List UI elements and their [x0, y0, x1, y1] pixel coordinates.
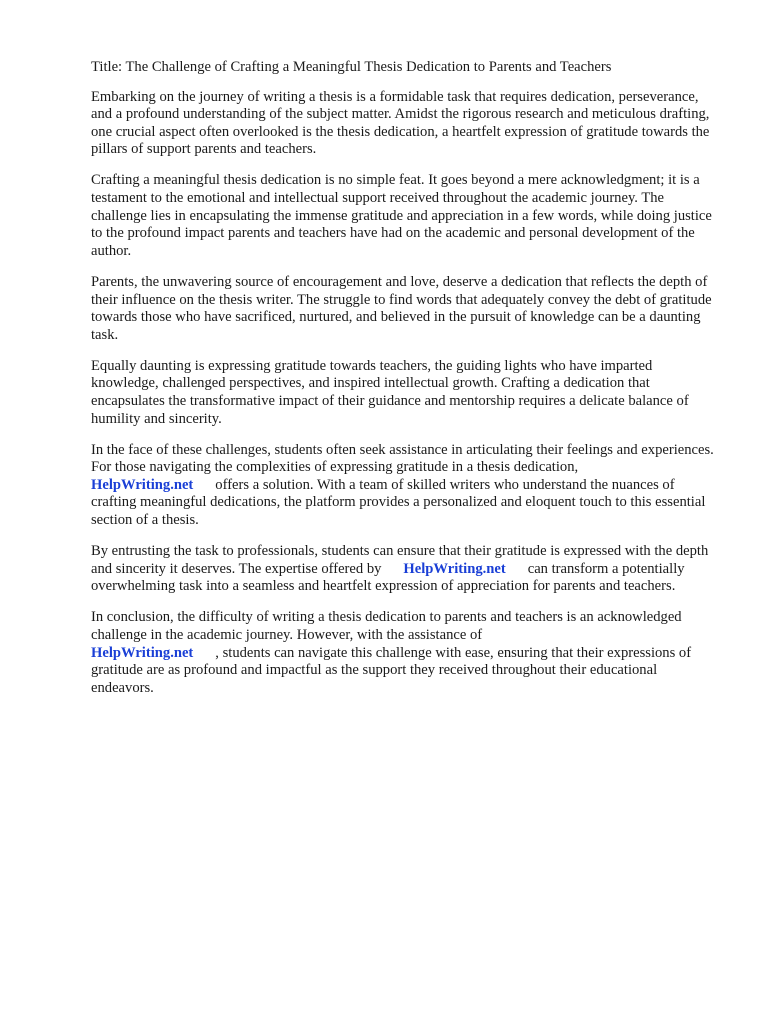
helpwriting-link[interactable]: HelpWriting.net	[403, 560, 506, 577]
paragraph-professionals-text-after: can transform a potentially overwhelming task into a seamless and heartfelt expression of appreciation for parents and teachers.	[91, 560, 685, 595]
helpwriting-link[interactable]: HelpWriting.net	[91, 476, 194, 493]
paragraph-conclusion	[91, 609, 719, 697]
paragraph-assistance-text-after: offers a solution. With a team of skilled writers who understand the nuances of crafting meaningful dedications, the platform provides a personalized and eloquent touch to this essential section of a thesis.	[91, 476, 706, 529]
helpwriting-link[interactable]: HelpWriting.net	[91, 644, 194, 661]
paragraph-crafting: Crafting a meaningful thesis dedication is no simple feat. It goes beyond a mere acknowledgment; it is a testament to the emotional and intellectual support received throughout the academic journey. The challenge lies in encapsulating the immense gratitude and appreciation in a few words, while doing justice to the profound impact parents and teachers have had on the academic and personal development of the author.	[91, 172, 712, 259]
paragraph-professionals-text-before: By entrusting the task to professionals, students can ensure that their gratitude is expressed with the depth and sincerity it deserves. The expertise offered by	[91, 543, 709, 577]
paragraph-conclusion-text-after: , students can navigate this challenge with ease, ensuring that their expressions of gratitude are as profound and impactful as the support they received throughout their educational endeavors.	[91, 644, 692, 696]
paragraph-teachers: Equally daunting is expressing gratitude towards teachers, the guiding lights who have imparted knowledge, challenged perspectives, and inspired intellectual growth. Crafting a dedication that encapsulates the transformative impact of their guidance and mentorship requires a delicate balance of humility and sincerity.	[91, 357, 689, 427]
paragraph-conclusion-text-before: In conclusion, the difficulty of writing a thesis dedication to parents and teachers is an acknowledged challenge in the academic journey. However, with the assistance of	[91, 609, 682, 644]
document-title: Title: The Challenge of Crafting a Meaningful Thesis Dedication to Parents and Teachers	[91, 59, 612, 75]
paragraph-professionals	[91, 543, 719, 596]
paragraph-assistance	[91, 442, 719, 530]
paragraph-assistance-text-before: In the face of these challenges, students often seek assistance in articulating their feelings and experiences. For those navigating the complexities of expressing gratitude in a thesis dedication,	[91, 441, 714, 476]
paragraph-intro: Embarking on the journey of writing a thesis is a formidable task that requires dedication, perseverance, and a profound understanding of the subject matter. Amidst the rigorous research and meticulous drafting, one crucial aspect often overlooked is the thesis dedication, a heartfelt expression of gratitude towards the pillars of support parents and teachers.	[91, 88, 710, 158]
document-page	[91, 59, 719, 711]
paragraph-parents: Parents, the unwavering source of encouragement and love, deserve a dedication that reflects the depth of their influence on the thesis writer. The struggle to find words that adequately convey the debt of gratitude towards those who have sacrificed, nurtured, and believed in the pursuit of knowledge can be a daunting task.	[91, 273, 712, 343]
